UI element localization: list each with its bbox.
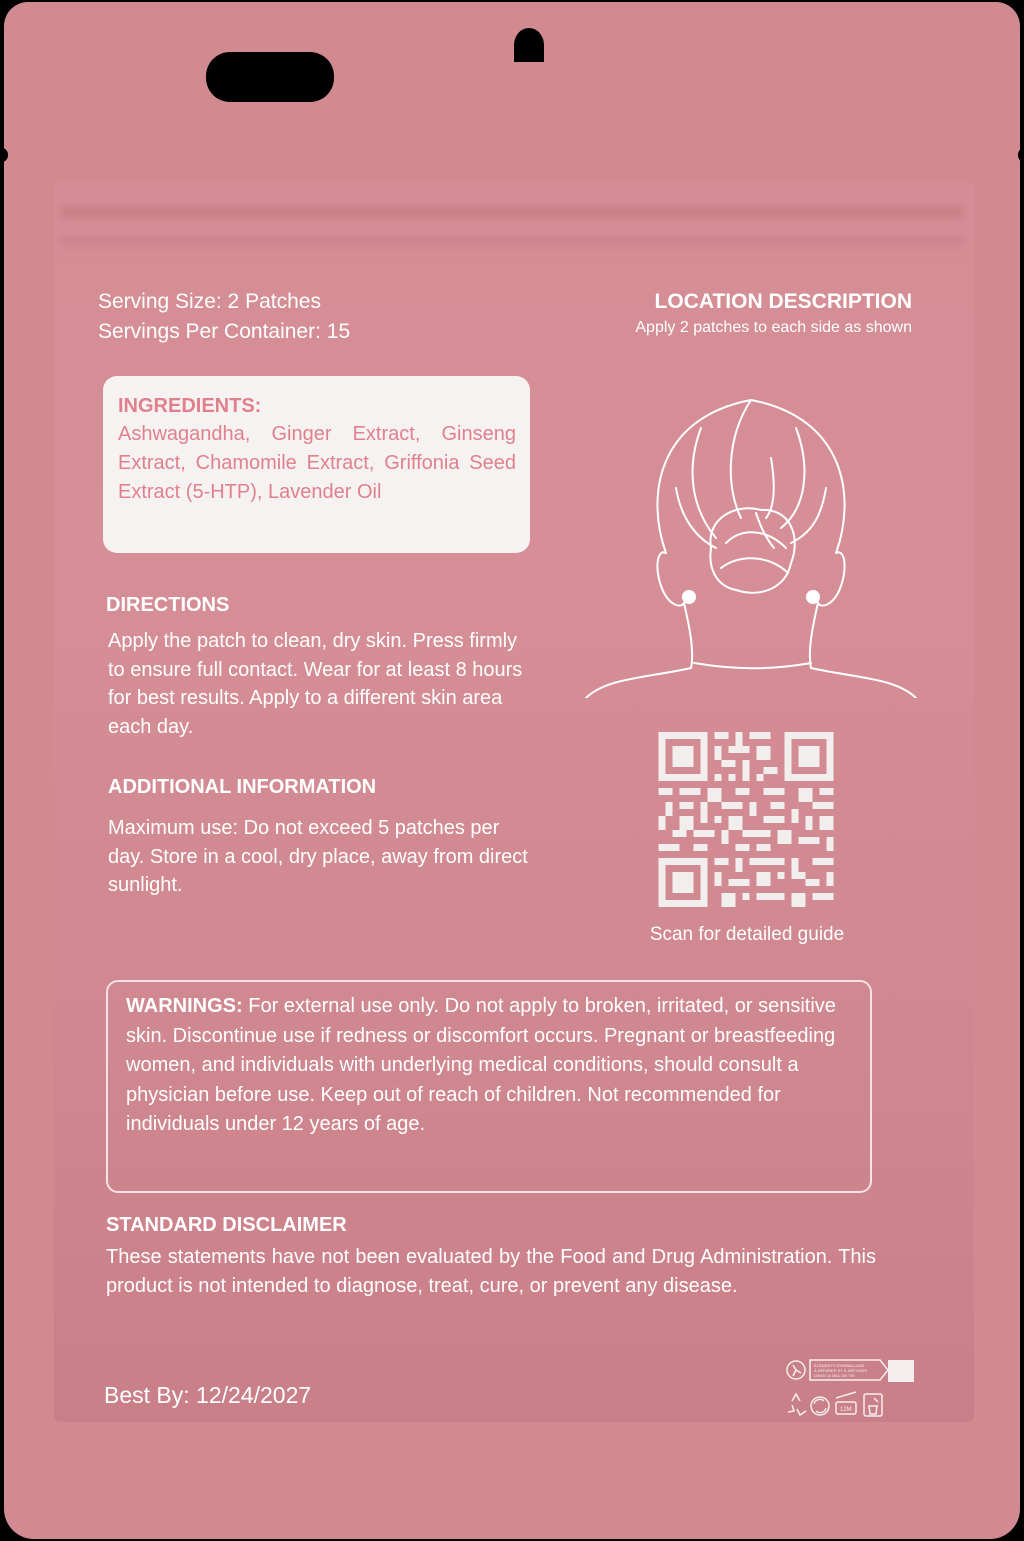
warnings-label: WARNINGS: <box>126 995 243 1017</box>
location-title: LOCATION DESCRIPTION <box>654 290 912 313</box>
additional-info-heading: ADDITIONAL INFORMATION <box>108 776 377 798</box>
tidyman-icon <box>864 1394 882 1416</box>
serving-size: Serving Size: 2 Patches <box>98 290 321 313</box>
hang-hole-tip <box>514 28 544 62</box>
zipper-seal <box>62 207 962 217</box>
directions-text: Apply the patch to clean, dry skin. Press firmly to ensure full contact. Wear for at least 8 hours for best results. Apply to a different skin area each day. <box>108 630 523 738</box>
triman-panel <box>810 1360 914 1382</box>
additional-info-text: Maximum use: Do not exceed 5 patches per day. Store in a cool, dry place, away from direct sunlight. <box>108 817 528 896</box>
serving-info <box>98 287 350 347</box>
head-illustration-icon <box>576 378 926 698</box>
qr-caption: Scan for detailed guide <box>649 924 845 945</box>
svg-text:ÉLÉMENTS D'EMBALLAGE: ÉLÉMENTS D'EMBALLAGE <box>814 1363 865 1368</box>
recycle-icon <box>788 1394 806 1415</box>
warnings-box <box>106 980 872 1193</box>
ingredients-text: Ashwagandha, Ginger Extract, Ginseng Extract, Chamomile Extract, Griffonia Seed Extract (5-HTP), Lavender Oil <box>118 423 516 503</box>
qr-code-icon[interactable] <box>656 732 836 907</box>
disclaimer-heading: STANDARD DISCLAIMER <box>106 1214 347 1236</box>
svg-text:À SÉPARER ET À DÉPOSER: À SÉPARER ET À DÉPOSER <box>814 1368 868 1373</box>
disclaimer-text: These statements have not been evaluated by the Food and Drug Administration. This product is not intended to diagnose, treat, cure, or prevent any disease. <box>106 1246 876 1297</box>
svg-text:12M: 12M <box>840 1407 852 1413</box>
zipper-seal-lower <box>62 237 962 245</box>
pao-jar-icon <box>836 1392 856 1414</box>
triman-icon <box>787 1361 805 1379</box>
servings-per-container: Servings Per Container: 15 <box>98 320 351 343</box>
green-dot-icon <box>811 1397 829 1415</box>
location-subtitle: Apply 2 patches to each side as shown <box>635 319 912 336</box>
hang-hole <box>206 52 334 102</box>
tear-notch-right <box>1018 148 1024 162</box>
ingredients-heading: INGREDIENTS: <box>118 395 262 417</box>
best-by-date: Best By: 12/24/2027 <box>104 1382 312 1408</box>
pouch-back <box>4 2 1020 1539</box>
warnings-text: For external use only. Do not apply to broken, irritated, or sensitive skin. Discontinue use if redness or discomfort occurs. Pregnant or breastfeeding women, and individuals with underlying medical conditions, should consult a physician before use. Keep out of reach of children. Not recommended for individuals under 12 years of age. <box>126 995 836 1135</box>
directions-heading: DIRECTIONS <box>106 594 230 616</box>
ingredients-panel <box>103 376 530 553</box>
svg-text:DANS LE BAC DE TRI: DANS LE BAC DE TRI <box>814 1373 855 1378</box>
eco-labels <box>784 1356 924 1426</box>
